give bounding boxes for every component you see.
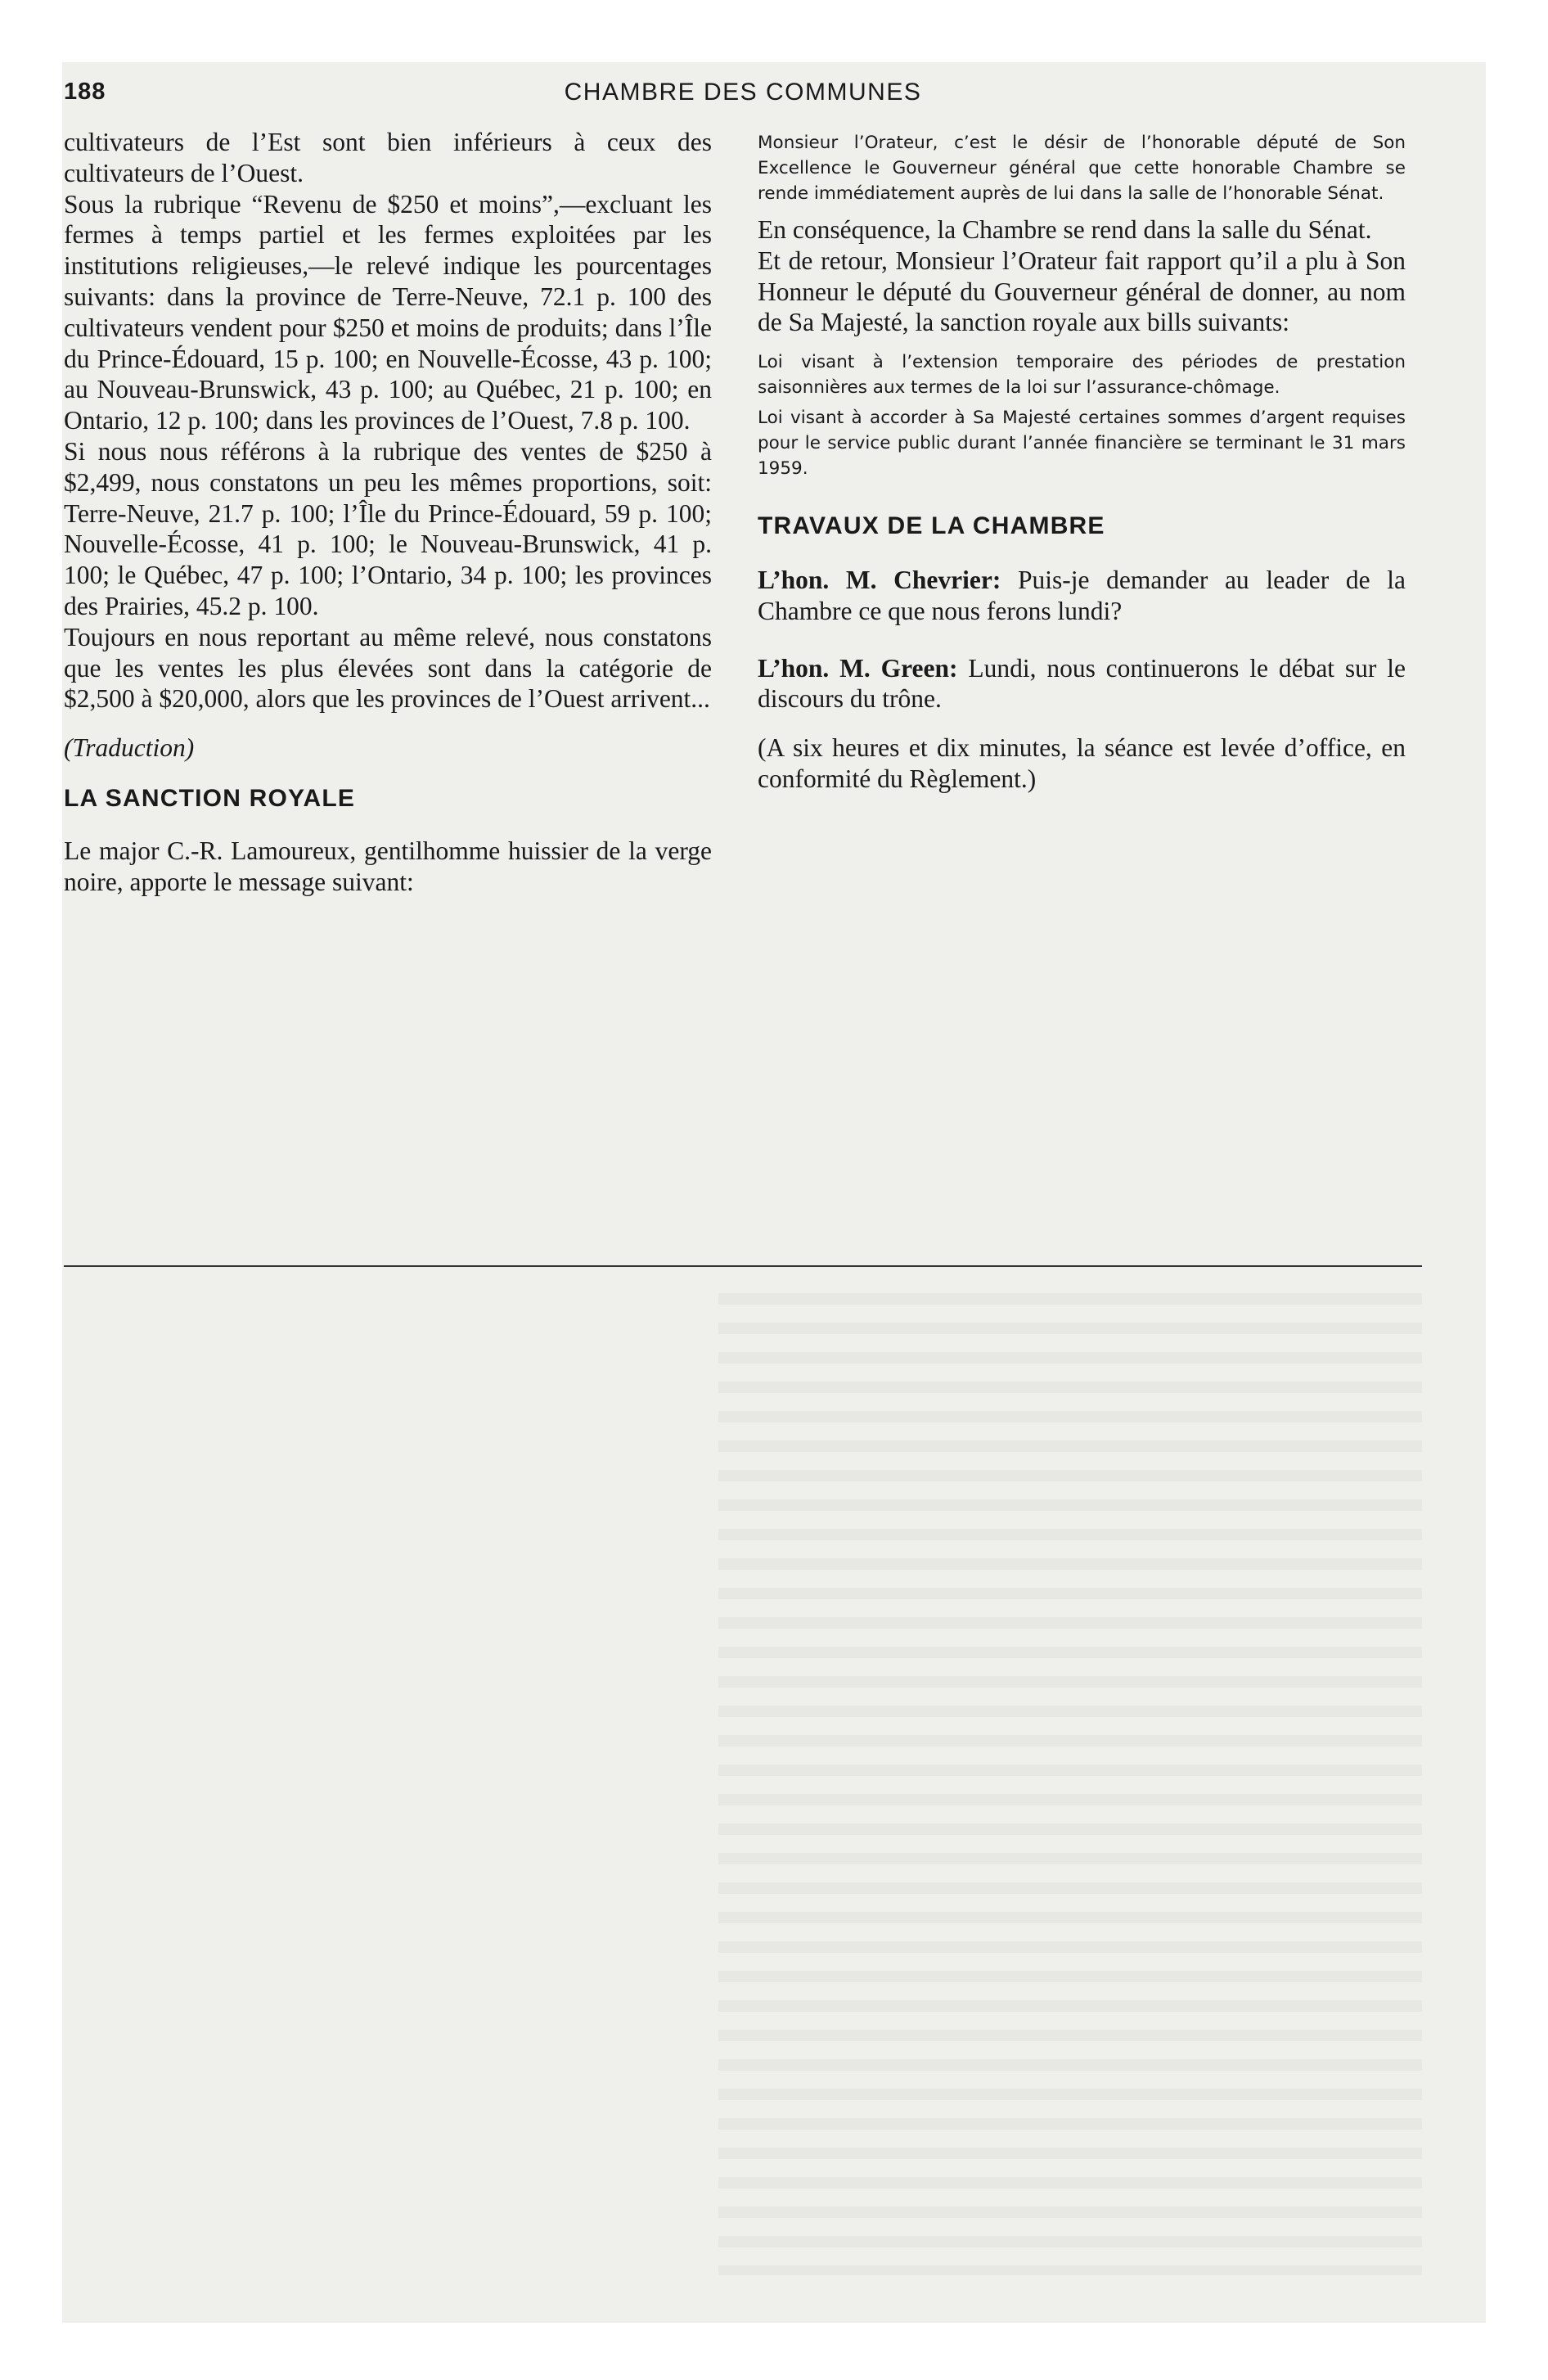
closing-note: (A six heures et dix minutes, la séance est levée d’office, en conformité du Règlement.) (758, 733, 1406, 793)
page-number: 188 (64, 79, 106, 105)
translation-note: (Traduction) (64, 733, 195, 763)
bottom-rule (64, 1265, 1422, 1267)
governor-message: Monsieur l’Orateur, c’est le désir de l’honorable député de Son Excellence le Gouverneur général que cette honorable Chambre se rende immédiatement auprès de lui dans la salle de l’honorable Sénat. (758, 133, 1406, 204)
left-column (64, 127, 712, 897)
section-title-sanction: LA SANCTION ROYALE (64, 784, 356, 812)
bill-1: Loi visant à l’extension temporaire des périodes de prestation saisonnières aux termes de la loi sur l’assurance-chômage. (758, 352, 1406, 399)
speech-green (758, 653, 1406, 715)
left-paragraph-3: Si nous nous référons à la rubrique des ventes de $250 à $2,499, nous constatons un peu les mêmes proportions, soit: Terre-Neuve, 21.7 p. 100; l’Île du Prince-Édouard, 59 p. 100; Nouvelle-Écosse, 41 p. 100; le Nouveau-Brunswick, 41 p. 100; le Québec, 47 p. 100; l’Ontario, 34 p. 100; les provinces des Prairies, 45.2 p. 100. (64, 436, 712, 620)
left-paragraph-5: Le major C.-R. Lamoureux, gentilhomme huissier de la verge noire, apporte le message suivant: (64, 836, 712, 896)
page-header (64, 79, 1422, 115)
speaker-green: L’hon. M. Green: (758, 653, 958, 683)
running-head: CHAMBRE DES COMMUNES (564, 79, 922, 106)
left-paragraph-4: Toujours en nous reportant au même relevé, nous constatons que les ventes les plus élevées sont dans la catégorie de $2,500 à $20,000, alors que les provinces de l’Ouest arrivent... (64, 622, 712, 714)
speech-text-green: Lundi, nous continuerons le débat sur le discours du trône. (758, 653, 1406, 714)
show-through-text (718, 1293, 1422, 2275)
speech-chevrier (758, 565, 1406, 627)
right-column (758, 127, 1406, 795)
speech-text-chevrier: Puis-je demander au leader de la Chambre ce que nous ferons lundi? (758, 565, 1406, 625)
right-paragraph-1: En conséquence, la Chambre se rend dans la salle du Sénat. (758, 215, 1372, 244)
bill-2: Loi visant à accorder à Sa Majesté certaines sommes d’argent requises pour le service public durant l’année financière se terminant le 31 mars 1959. (758, 408, 1406, 480)
left-paragraph-2: Sous la rubrique “Revenu de $250 et moins”,—excluant les fermes à temps partiel et les fermes exploitées par les institutions religieuses,—le relevé indique les pourcentages suivants: dans la province de Terre-Neuve, 72.1 p. 100 des cultivateurs vendent pour $250 et moins de produits; dans l’Île du Prince-Édouard, 15 p. 100; en Nouvelle-Écosse, 43 p. 100; au Nouveau-Brunswick, 43 p. 100; au Québec, 21 p. 100; en Ontario, 12 p. 100; dans les provinces de l’Ouest, 7.8 p. 100. (64, 189, 712, 435)
section-title-travaux: TRAVAUX DE LA CHAMBRE (758, 512, 1105, 540)
left-paragraph-1: cultivateurs de l’Est sont bien inférieurs à ceux des cultivateurs de l’Ouest. (64, 128, 712, 187)
speaker-chevrier: L’hon. M. Chevrier: (758, 565, 1001, 594)
right-paragraph-2: Et de retour, Monsieur l’Orateur fait rapport qu’il a plu à Son Honneur le député du Gouverneur général de donner, au nom de Sa Majesté, la sanction royale aux bills suivants: (758, 246, 1406, 337)
